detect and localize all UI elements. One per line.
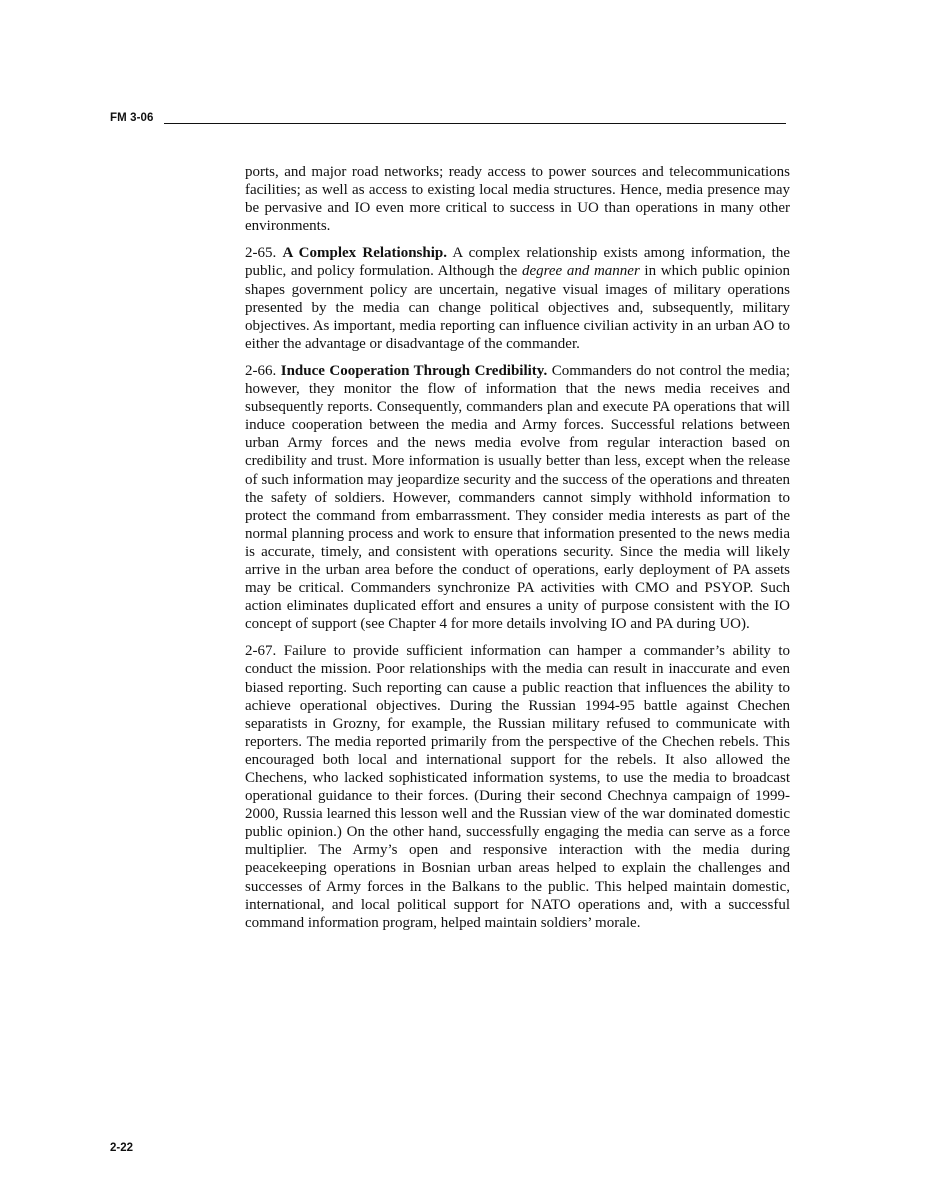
paragraph-number: 2-66. <box>245 362 277 379</box>
page-header <box>110 111 786 127</box>
body-text <box>245 163 790 941</box>
paragraph-2-66 <box>245 362 790 633</box>
paragraph-2-65 <box>245 244 790 353</box>
header-rule <box>164 123 786 124</box>
paragraph-2-67 <box>245 642 790 932</box>
manual-id: FM 3-06 <box>110 112 154 124</box>
paragraph-text: A complex relationship exists among information, the public, and policy formulation. Although the <box>245 245 791 280</box>
paragraph-number: 2-65. <box>245 245 277 262</box>
paragraph-heading: Induce Cooperation Through Credibility. <box>280 362 548 379</box>
paragraph-emphasis: degree and manner <box>521 263 640 280</box>
paragraph-number: 2-67. <box>245 643 277 660</box>
paragraph-text-continued: in which public opinion shapes government policy are uncertain, negative visual images of military operations presented by the media can change political objectives and, subsequently, military objectives. As important, media reporting can influence civilian activity in an urban AO to either the advantage or disadvantage of the commander. <box>245 263 790 352</box>
paragraph-continued <box>245 163 790 235</box>
page-number: 2-22 <box>110 1142 134 1154</box>
paragraph-heading: A Complex Relationship. <box>282 245 447 262</box>
paragraph-text: Failure to provide sufficient information can hamper a commander’s ability to conduct the mission. Poor relationships with the media can result in inaccurate and even biased reporting. Such reporting can cause a public reaction that influences the ability to achieve operational objectives. During the Russian 1994-95 battle against Chechen separatists in Grozny, for example, the Russian military refused to communicate with reporters. The media reported primarily from the perspective of the Chechen rebels. This encouraged both local and international support for the rebels. It also allowed the Chechens, who lacked sophisticated information systems, to use the media to broadcast operational guidance to their forces. (During their second Chechnya campaign of 1999-2000, Russia learned this lesson well and the Russian view of the war dominated domestic public opinion.) On the other hand, successfully engaging the media can serve as a force multiplier. The Army’s open and responsive interaction with the media during peacekeeping operations in Bosnian urban areas helped to explain the challenges and successes of Army forces in the Balkans to the public. This helped maintain domestic, international, and local political support for NATO operations and, with a successful command information program, helped maintain soldiers’ morale. <box>245 643 791 931</box>
paragraph-text: Commanders do not control the media; however, they monitor the flow of information that the news media receives and subsequently reports. Consequently, commanders plan and execute PA operations that will induce cooperation between the media and Army forces. Successful relations between urban Army forces and the news media evolve from regular interaction based on credibility and trust. More information is usually better than less, except when the release of such information may jeopardize security and the success of the operations and threaten the safety of soldiers. However, commanders cannot simply withhold information to protect the command from embarrassment. They consider media interests as part of the normal planning process and work to ensure that information presented to the news media is accurate, timely, and consistent with operations security. Since the media will likely arrive in the urban area before the conduct of operations, early deployment of PA assets may be critical. Commanders synchronize PA activities with CMO and PSYOP. Such action eliminates duplicated effort and ensures a unity of purpose consistent with the IO concept of support (see Chapter 4 for more details involving IO and PA during UO). <box>245 362 790 633</box>
paragraph-text: ports, and major road networks; ready access to power sources and telecommunications facilities; as well as access to existing local media structures. Hence, media presence may be pervasive and IO even more critical to success in UO than operations in many other environments. <box>245 164 790 235</box>
